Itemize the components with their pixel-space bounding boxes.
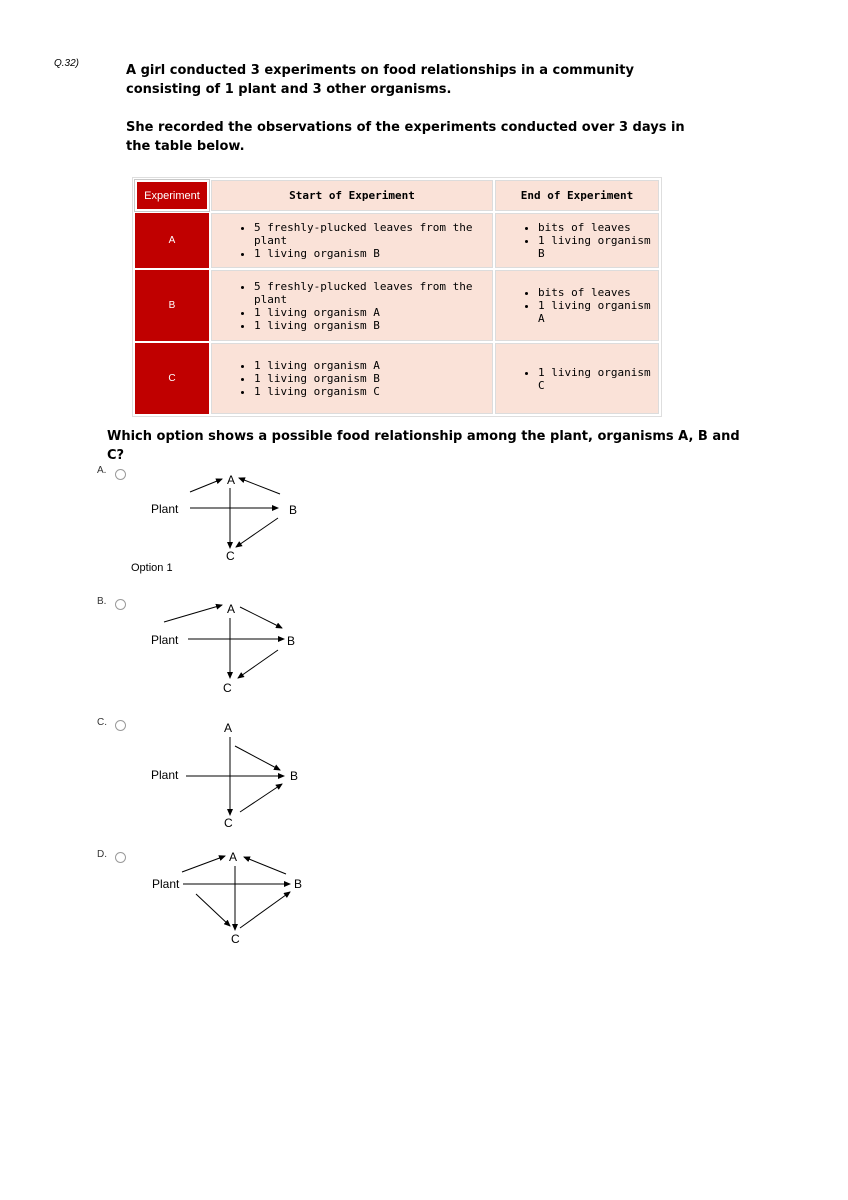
arrow-plant-a (190, 479, 222, 492)
node-a: A (227, 473, 236, 487)
option-a-diagram (140, 468, 320, 568)
list-item: • 1 living organism C (254, 385, 492, 398)
node-a: A (229, 850, 238, 864)
node-a: A (224, 721, 233, 735)
node-c: C (226, 549, 235, 563)
arrow-a-b (235, 746, 280, 770)
arrow-plant-a (164, 605, 222, 622)
arrow-c-b (240, 784, 282, 812)
table-row (135, 343, 659, 414)
list-item: • 1 living organism C (538, 366, 658, 392)
list-item: • 1 living organism A (254, 306, 492, 319)
option-c-letter: C. (97, 717, 107, 728)
question-prompt: Which option shows a possible food relationship among the plant, organisms A, B and C? (107, 429, 740, 463)
list-item: • bits of leaves (538, 221, 658, 234)
list-item: • 1 living organism B (254, 247, 492, 260)
option-d-diagram (140, 846, 320, 956)
node-b: B (290, 769, 299, 783)
row-end-cell (495, 270, 659, 341)
row-experiment-label: C (135, 343, 209, 414)
row-start-cell (211, 343, 493, 414)
node-plant: Plant (152, 877, 180, 891)
list-item: • 1 living organism A (538, 299, 658, 325)
list-item: • bits of leaves (538, 286, 658, 299)
option-b-radio[interactable] (115, 599, 126, 610)
arrow-b-a (244, 857, 286, 874)
list-item: • 1 living organism B (254, 372, 492, 385)
header-end: End of Experiment (495, 180, 659, 211)
node-a: A (227, 602, 236, 616)
question-record-text: She recorded the observations of the experiments conducted over 3 days in the table below. (126, 120, 685, 154)
row-end-cell (495, 213, 659, 268)
option-d-letter: D. (97, 849, 107, 860)
row-start-cell (211, 213, 493, 268)
question-number: Q.32) (54, 58, 80, 69)
node-plant: Plant (151, 502, 179, 516)
row-start-cell (211, 270, 493, 341)
arrow-b-c (236, 518, 278, 547)
list-item: • 1 living organism B (538, 234, 658, 260)
node-plant: Plant (151, 633, 179, 647)
node-c: C (223, 681, 232, 695)
table-row (135, 270, 659, 341)
row-experiment-label: A (135, 213, 209, 268)
header-start: Start of Experiment (211, 180, 493, 211)
list-item: • 5 freshly-plucked leaves from the plant (254, 221, 492, 247)
node-c: C (224, 816, 233, 830)
option-d-radio[interactable] (115, 852, 126, 863)
table-header-row (135, 180, 659, 211)
option-a-letter: A. (97, 465, 107, 476)
option-a-radio[interactable] (115, 469, 126, 480)
header-experiment: Experiment (135, 180, 209, 211)
arrow-c-b (240, 892, 290, 928)
table-row (135, 213, 659, 268)
arrow-plant-c (196, 894, 230, 926)
option-b-letter: B. (97, 596, 107, 607)
list-item: • 1 living organism B (254, 319, 492, 332)
node-b: B (287, 634, 296, 648)
list-item: • 5 freshly-plucked leaves from the plant (254, 280, 492, 306)
option-b-diagram (140, 598, 320, 698)
row-end-cell (495, 343, 659, 414)
question-intro: A girl conducted 3 experiments on food relationships in a community consisting of 1 plant and 3 other organisms. (126, 63, 634, 97)
row-experiment-label: B (135, 270, 209, 341)
arrow-b-a (239, 478, 280, 494)
arrow-b-c (238, 650, 278, 678)
arrow-plant-a (182, 856, 225, 872)
node-plant: Plant (151, 768, 179, 782)
option-c-diagram (140, 720, 320, 830)
node-b: B (289, 503, 298, 517)
option-c-radio[interactable] (115, 720, 126, 731)
node-b: B (294, 877, 303, 891)
option-a-caption: Option 1 (131, 562, 173, 574)
arrow-a-b (240, 607, 282, 628)
list-item: • 1 living organism A (254, 359, 492, 372)
experiment-table (132, 177, 662, 417)
node-c: C (231, 932, 240, 946)
